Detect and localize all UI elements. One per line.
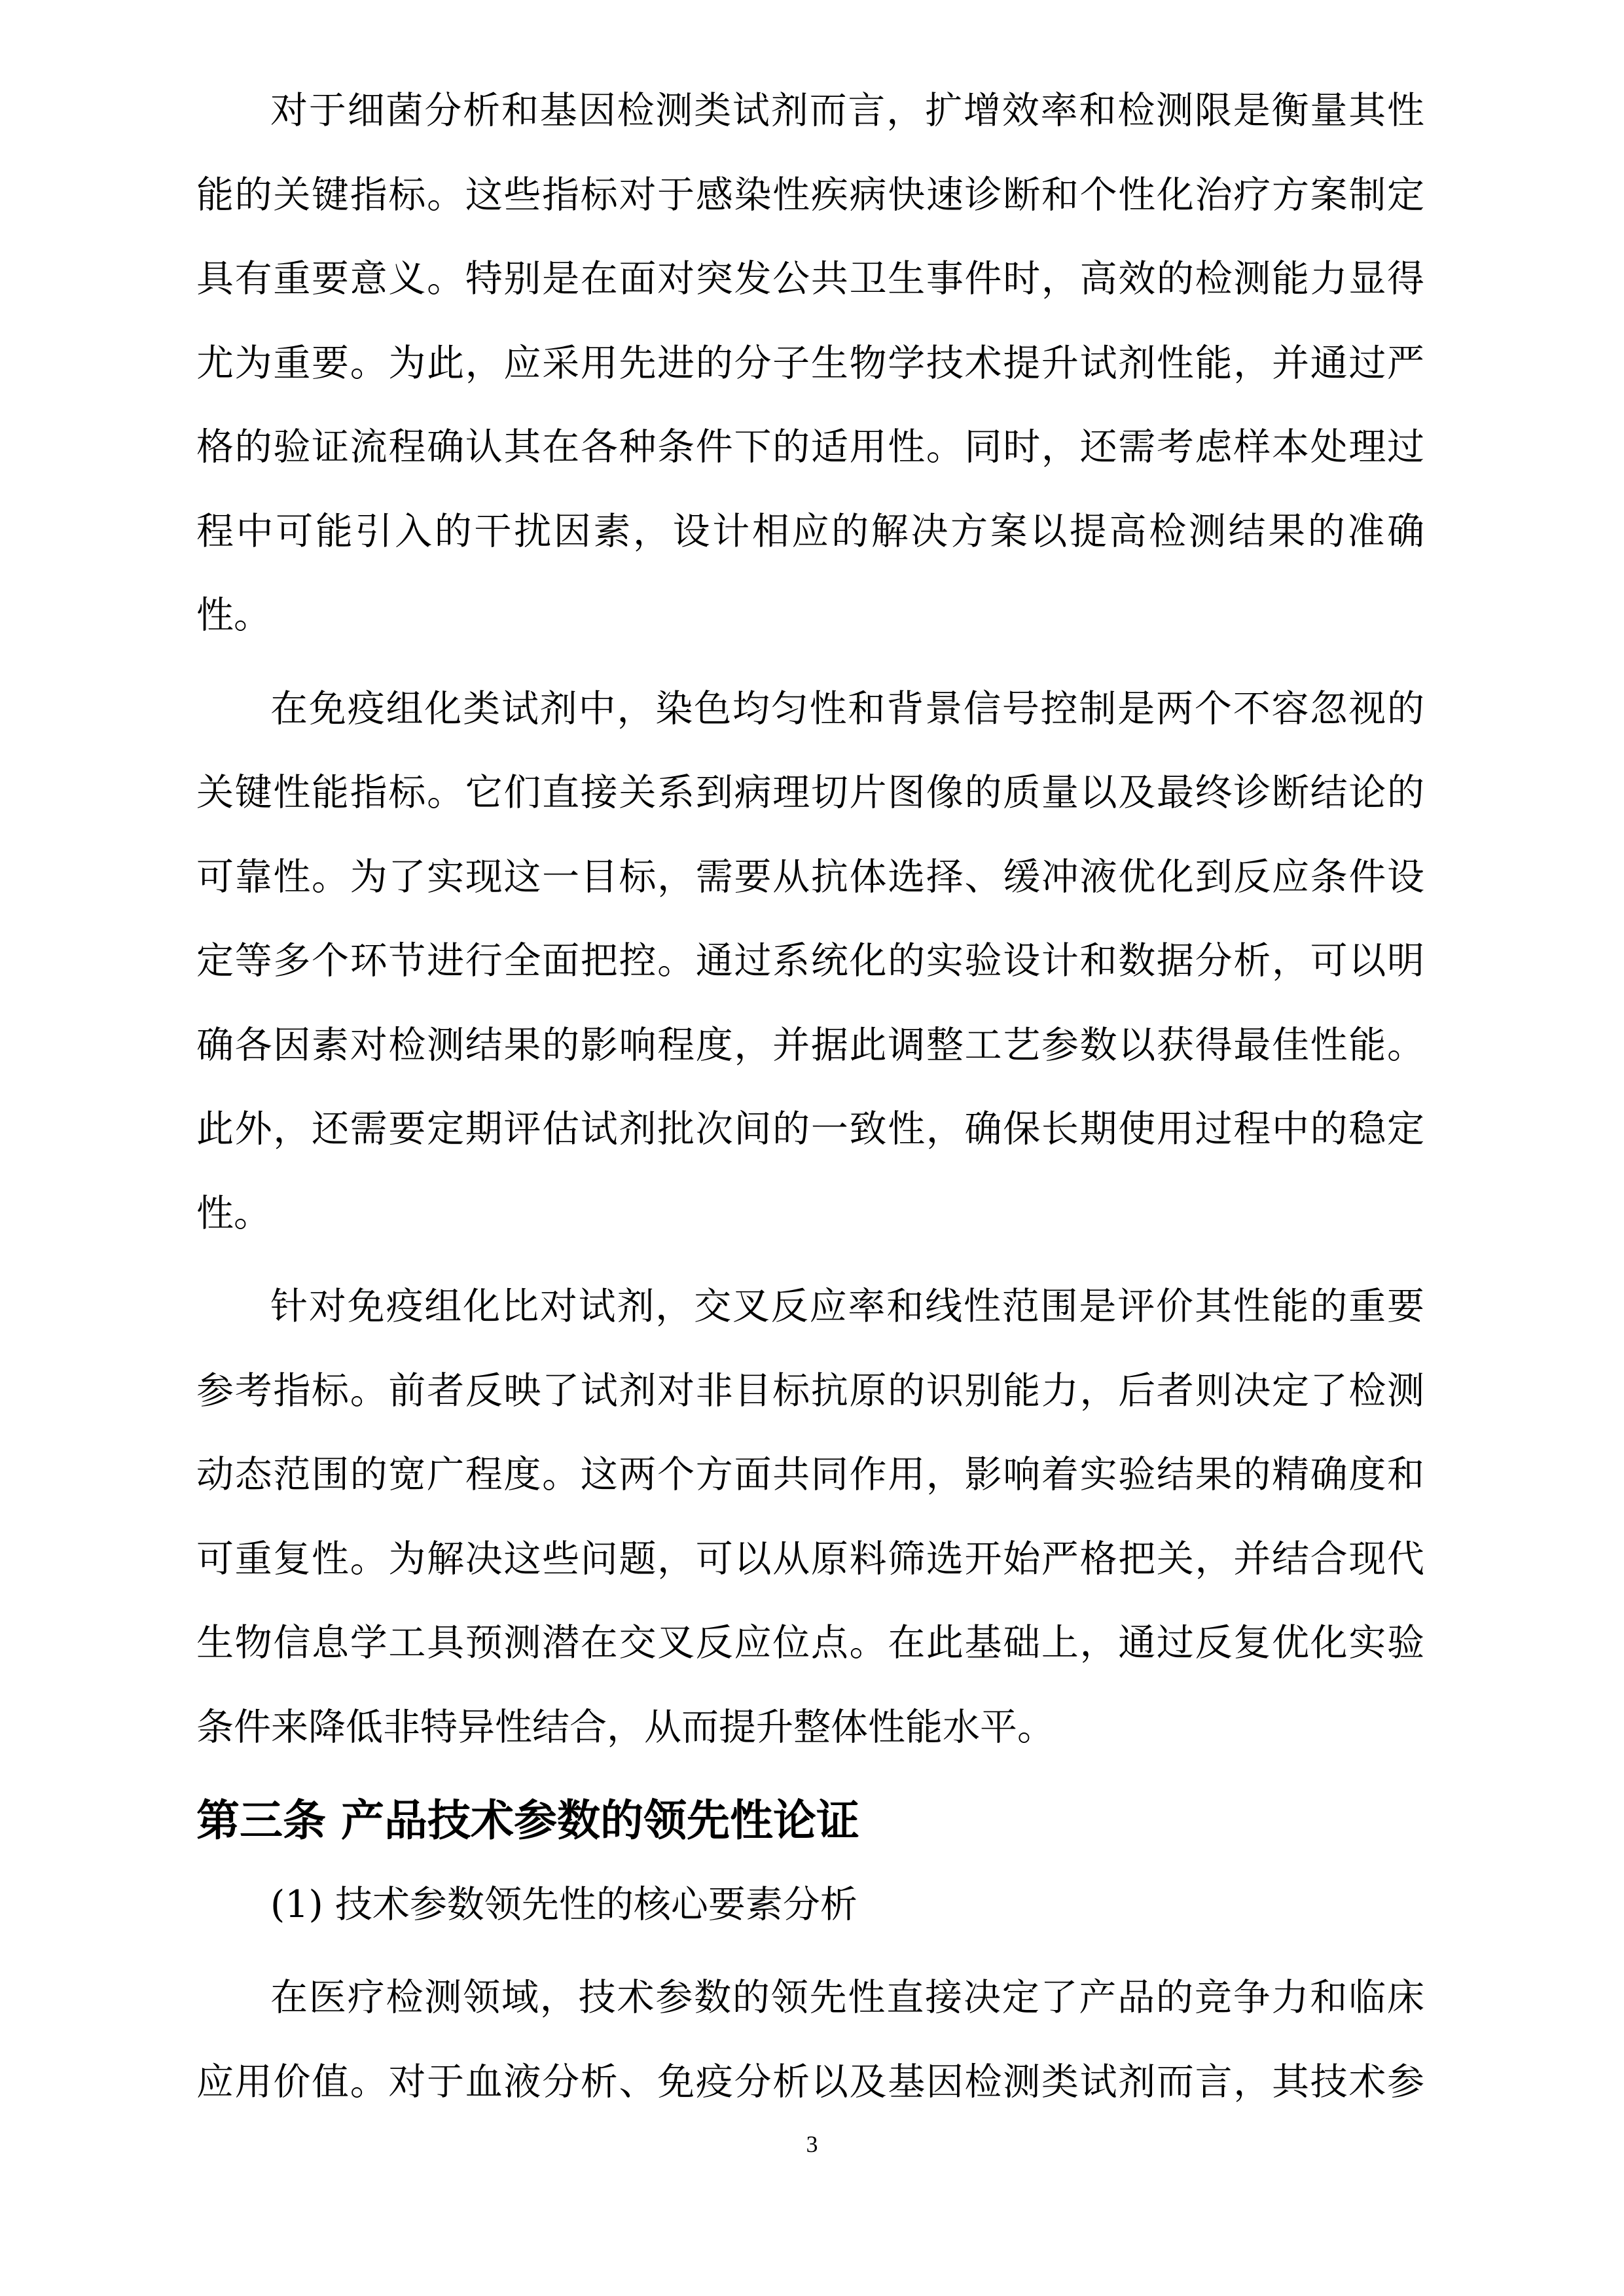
paragraph-line: 条件来降低非特异性结合，从而提升整体性能水平。: [196, 1705, 1055, 1749]
paragraph-line: 参考指标。前者反映了试剂对非目标抗原的识别能力，后者则决定了检测: [196, 1369, 1424, 1412]
paragraph-line: 在医疗检测领域，技术参数的领先性直接决定了产品的竞争力和临床: [270, 1976, 1424, 2019]
paragraph-line: 定等多个环节进行全面把控。通过系统化的实验设计和数据分析，可以明: [196, 939, 1424, 982]
paragraph-line: 关键性能指标。它们直接关系到病理切片图像的质量以及最终诊断结论的: [196, 771, 1424, 814]
subsection-heading: (1) 技术参数领先性的核心要素分析: [270, 1882, 857, 1926]
paragraph: [196, 667, 1424, 1256]
document-body: [196, 69, 1424, 2133]
paragraph-line: 可靠性。为了实现这一目标，需要从抗体选择、缓冲液优化到反应条件设: [196, 855, 1424, 899]
paragraph: [196, 1265, 1424, 1769]
paragraph-line: 程中可能引入的干扰因素，设计相应的解决方案以提高检测结果的准确: [196, 509, 1424, 553]
section-heading: 第三条 产品技术参数的领先性论证: [196, 1795, 859, 1846]
paragraph: [196, 69, 1424, 658]
paragraph-line: 具有重要意义。特别是在面对突发公共卫生事件时，高效的检测能力显得: [196, 257, 1424, 300]
paragraph-line: 可重复性。为解决这些问题，可以从原料筛选开始严格把关，并结合现代: [196, 1537, 1424, 1581]
paragraph-line: 对于细菌分析和基因检测类试剂而言，扩增效率和检测限是衡量其性: [270, 89, 1424, 132]
paragraph-line: 动态范围的宽广程度。这两个方面共同作用，影响着实验结果的精确度和: [196, 1453, 1424, 1496]
paragraph-line: 格的验证流程确认其在各种条件下的适用性。同时，还需考虑样本处理过: [196, 425, 1424, 469]
paragraph-line: 在免疫组化类试剂中，染色均匀性和背景信号控制是两个不容忽视的: [270, 687, 1424, 730]
paragraph-line: 生物信息学工具预测潜在交叉反应位点。在此基础上，通过反复优化实验: [196, 1621, 1424, 1664]
paragraph-line: 确各因素对检测结果的影响程度，并据此调整工艺参数以获得最佳性能。: [196, 1023, 1424, 1067]
paragraph-line: 性。: [196, 1191, 271, 1235]
paragraph-line: 应用价值。对于血液分析、免疫分析以及基因检测类试剂而言，其技术参: [196, 2060, 1424, 2104]
paragraph-line: 尤为重要。为此，应采用先进的分子生物学技术提升试剂性能，并通过严: [196, 341, 1424, 385]
paragraph-line: 针对免疫组化比对试剂，交叉反应率和线性范围是评价其性能的重要: [270, 1285, 1424, 1328]
page-number: 3: [806, 2131, 818, 2157]
paragraph-line: 此外，还需要定期评估试剂批次间的一致性，确保长期使用过程中的稳定: [196, 1107, 1424, 1151]
paragraph-line: 性。: [196, 594, 271, 637]
paragraph-line: 能的关键指标。这些指标对于感染性疾病快速诊断和个性化治疗方案制定: [196, 173, 1424, 217]
paragraph: [196, 1956, 1424, 2124]
